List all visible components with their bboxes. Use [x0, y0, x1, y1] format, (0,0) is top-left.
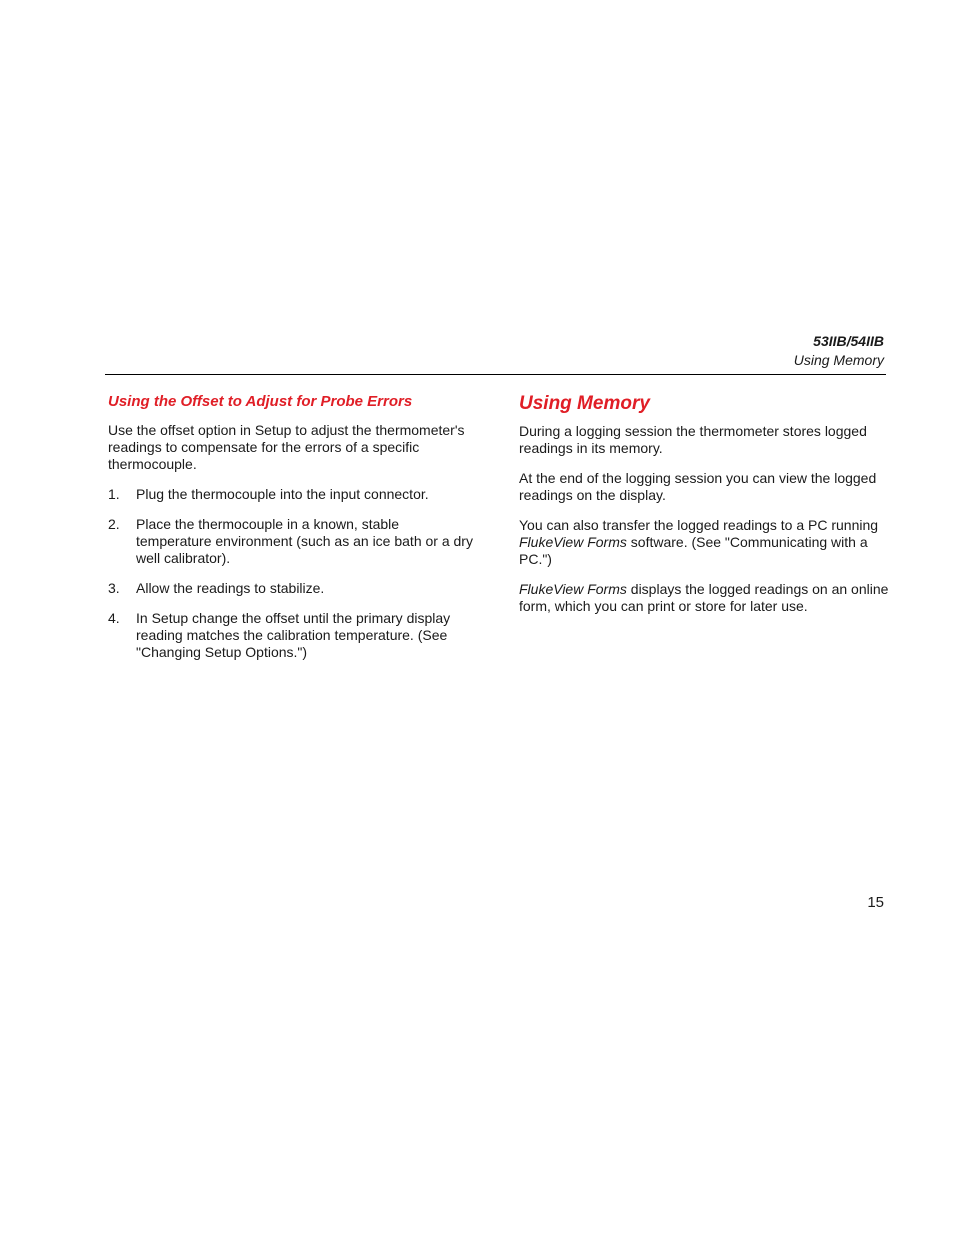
memory-paragraph-2: At the end of the logging session you can view the logged readings on the display. — [519, 470, 877, 503]
list-item — [108, 610, 478, 661]
offset-heading: Using the Offset to Adjust for Probe Errors — [108, 393, 413, 410]
running-header — [794, 332, 884, 370]
offset-intro-paragraph: Use the offset option in Setup to adjust the thermometer's readings to compensate for the errors of a specific thermocouple. — [108, 422, 465, 472]
paragraph-text: You can also transfer the logged readings to a PC running — [519, 517, 879, 533]
software-name: FlukeView Forms — [519, 534, 627, 550]
list-item — [108, 580, 478, 597]
right-column — [519, 392, 889, 628]
list-item — [108, 516, 478, 567]
paragraph-text: software. (See "Communicating with a PC.") — [519, 534, 868, 567]
step-text: Plug the thermocouple into the input connector. — [136, 486, 429, 502]
step-number: 2. — [108, 516, 120, 532]
header-divider — [105, 374, 886, 375]
step-number: 1. — [108, 486, 120, 502]
step-text: Place the thermocouple in a known, stable temperature environment (such as an ice bath or a dry well calibrator). — [136, 516, 473, 566]
list-item — [108, 486, 478, 503]
page-number: 15 — [867, 894, 884, 911]
memory-paragraph-3 — [519, 517, 889, 568]
software-name: FlukeView Forms — [519, 581, 627, 597]
paragraph-text: displays the logged readings on an online form, which you can print or store for later use. — [519, 581, 889, 614]
step-text: In Setup change the offset until the primary display reading matches the calibration temperature. (See "Changing Setup Options.") — [136, 610, 451, 660]
step-text: Allow the readings to stabilize. — [136, 580, 325, 596]
step-number: 3. — [108, 580, 120, 596]
memory-paragraph-4 — [519, 581, 889, 615]
left-column — [108, 392, 478, 674]
memory-paragraph-1: During a logging session the thermometer stores logged readings in its memory. — [519, 423, 867, 456]
section-title: Using Memory — [793, 352, 884, 368]
step-number: 4. — [108, 610, 120, 626]
using-memory-heading: Using Memory — [519, 393, 650, 414]
offset-steps-list — [108, 486, 478, 661]
product-model: 53IIB/54IIB — [813, 333, 884, 349]
